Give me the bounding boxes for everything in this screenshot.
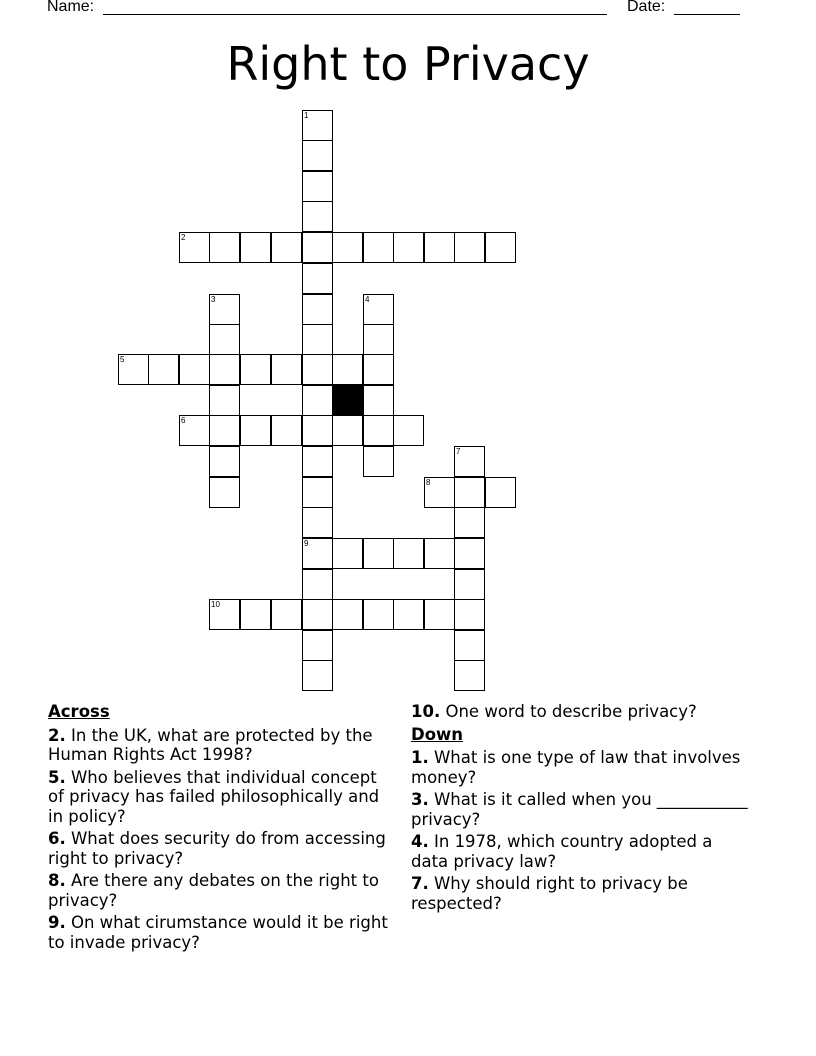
clue-number: 3 <box>211 295 216 304</box>
clue-text: What does security do from accessing right to privacy? <box>48 829 386 868</box>
grid-cell[interactable] <box>454 507 485 538</box>
clue-number: 10. <box>411 702 441 721</box>
clue-item <box>48 726 393 765</box>
grid-cell[interactable] <box>209 415 240 446</box>
clue-number: 2. <box>48 725 66 745</box>
clue-text: In the UK, what are protected by the Human Rights Act 1998? <box>48 725 373 764</box>
grid-cell[interactable] <box>424 538 455 569</box>
clue-item <box>411 874 751 913</box>
grid-cell[interactable] <box>393 599 424 630</box>
grid-cell[interactable] <box>302 599 333 630</box>
grid-cell[interactable] <box>363 324 394 355</box>
grid-cell[interactable] <box>363 385 394 416</box>
grid-cell[interactable] <box>209 446 240 477</box>
grid-cell[interactable] <box>454 232 485 263</box>
clue-text: What is one type of law that involves money? <box>411 748 741 787</box>
grid-cell[interactable] <box>302 294 333 325</box>
grid-cell[interactable] <box>240 354 271 385</box>
grid-cell-numbered[interactable] <box>454 446 485 477</box>
grid-cell[interactable] <box>332 599 363 630</box>
grid-cell[interactable] <box>240 599 271 630</box>
clue-text: On what cirumstance would it be right to invade privacy? <box>48 913 388 952</box>
grid-cell[interactable] <box>393 415 424 446</box>
grid-cell[interactable] <box>271 599 302 630</box>
clue-number: 1. <box>411 748 429 767</box>
grid-cell[interactable] <box>302 630 333 661</box>
clue-number: 9. <box>48 913 66 932</box>
grid-cell[interactable] <box>302 446 333 477</box>
grid-cell[interactable] <box>363 538 394 569</box>
grid-cell[interactable] <box>302 507 333 538</box>
grid-cell[interactable] <box>302 569 333 600</box>
grid-cell[interactable] <box>240 415 271 446</box>
clue-number: 7. <box>411 874 429 893</box>
grid-cell-numbered[interactable] <box>179 415 210 446</box>
grid-cell[interactable] <box>179 354 210 385</box>
clue-number: 1 <box>304 111 309 120</box>
grid-cell[interactable] <box>454 630 485 661</box>
grid-cell[interactable] <box>302 477 333 508</box>
clue-text: What is it called when you ___________ privacy? <box>411 790 748 829</box>
grid-cell[interactable] <box>363 599 394 630</box>
clue-item <box>411 702 751 722</box>
across-heading: Across <box>48 702 110 721</box>
grid-cell[interactable] <box>363 446 394 477</box>
grid-cell[interactable] <box>302 263 333 294</box>
grid-cell[interactable] <box>302 232 333 263</box>
clue-item <box>411 832 751 871</box>
clue-item <box>48 913 393 952</box>
grid-cell[interactable] <box>363 354 394 385</box>
clue-text: Are there any debates on the right to privacy? <box>48 871 379 910</box>
clue-text: One word to describe privacy? <box>440 702 697 721</box>
clue-number: 6 <box>181 416 186 425</box>
clue-number: 7 <box>456 447 461 456</box>
grid-cell[interactable] <box>454 569 485 600</box>
grid-cell-numbered[interactable] <box>424 477 455 508</box>
down-clue-list <box>411 748 751 913</box>
clue-text: Why should right to privacy be respected? <box>411 874 688 913</box>
clue-text: In 1978, which country adopted a data privacy law? <box>411 832 713 871</box>
grid-cell[interactable] <box>332 538 363 569</box>
grid-cell[interactable] <box>454 477 485 508</box>
date-label: Date: <box>627 0 666 15</box>
grid-cell[interactable] <box>209 385 240 416</box>
grid-cell[interactable] <box>454 660 485 691</box>
grid-cell[interactable] <box>302 171 333 202</box>
grid-cell[interactable] <box>454 538 485 569</box>
grid-cell[interactable] <box>302 660 333 691</box>
grid-cell-numbered[interactable] <box>179 232 210 263</box>
across-clue-list <box>48 726 393 953</box>
grid-cell-numbered[interactable] <box>118 354 149 385</box>
page-title: Right to Privacy <box>226 37 590 91</box>
grid-cell[interactable] <box>271 415 302 446</box>
grid-cell[interactable] <box>332 415 363 446</box>
clue-number: 8. <box>48 871 66 890</box>
grid-cell[interactable] <box>302 201 333 232</box>
clue-number: 6. <box>48 829 66 848</box>
clue-number: 5 <box>120 355 125 364</box>
grid-cell[interactable] <box>393 538 424 569</box>
clue-item <box>411 790 751 829</box>
grid-cell-numbered[interactable] <box>363 294 394 325</box>
clue-text: Who believes that individual concept of privacy has failed philosophically and in policy? <box>48 767 380 826</box>
grid-cell[interactable] <box>332 232 363 263</box>
grid-cell[interactable] <box>271 232 302 263</box>
grid-cell-numbered[interactable] <box>302 110 333 141</box>
clue-number: 4. <box>411 832 429 851</box>
across-clue-list-continued <box>411 702 751 722</box>
grid-cell[interactable] <box>302 324 333 355</box>
clues-left-column <box>48 702 393 955</box>
grid-cell-numbered[interactable] <box>209 599 240 630</box>
grid-cell[interactable] <box>332 354 363 385</box>
grid-cell[interactable] <box>302 385 333 416</box>
grid-cell[interactable] <box>148 354 179 385</box>
grid-cell[interactable] <box>363 415 394 446</box>
clue-number: 10 <box>211 600 220 609</box>
grid-cell[interactable] <box>485 477 516 508</box>
clue-item <box>48 768 393 827</box>
grid-cell[interactable] <box>209 477 240 508</box>
black-cell <box>332 385 363 416</box>
grid-cell[interactable] <box>485 232 516 263</box>
clue-number: 3. <box>411 790 429 809</box>
grid-cell[interactable] <box>393 232 424 263</box>
clue-item <box>48 871 393 910</box>
grid-cell[interactable] <box>302 140 333 171</box>
grid-cell[interactable] <box>209 324 240 355</box>
clue-number: 5. <box>48 767 66 787</box>
grid-cell[interactable] <box>454 599 485 630</box>
name-label: Name: <box>47 0 95 15</box>
grid-cell[interactable] <box>209 232 240 263</box>
grid-cell[interactable] <box>240 232 271 263</box>
grid-cell[interactable] <box>424 599 455 630</box>
grid-cell-numbered[interactable] <box>209 294 240 325</box>
grid-cell[interactable] <box>271 354 302 385</box>
grid-cell[interactable] <box>302 415 333 446</box>
grid-cell[interactable] <box>302 354 333 385</box>
grid-cell[interactable] <box>363 232 394 263</box>
grid-cell[interactable] <box>424 232 455 263</box>
clue-item <box>411 748 751 787</box>
clue-number: 8 <box>426 478 431 487</box>
clue-number: 4 <box>365 295 370 304</box>
down-heading: Down <box>411 724 464 744</box>
clue-number: 2 <box>181 233 186 242</box>
grid-cell-numbered[interactable] <box>302 538 333 569</box>
grid-cell[interactable] <box>209 354 240 385</box>
clues-right-column <box>411 702 751 916</box>
clue-number: 9 <box>304 539 309 548</box>
clue-item <box>48 829 393 868</box>
